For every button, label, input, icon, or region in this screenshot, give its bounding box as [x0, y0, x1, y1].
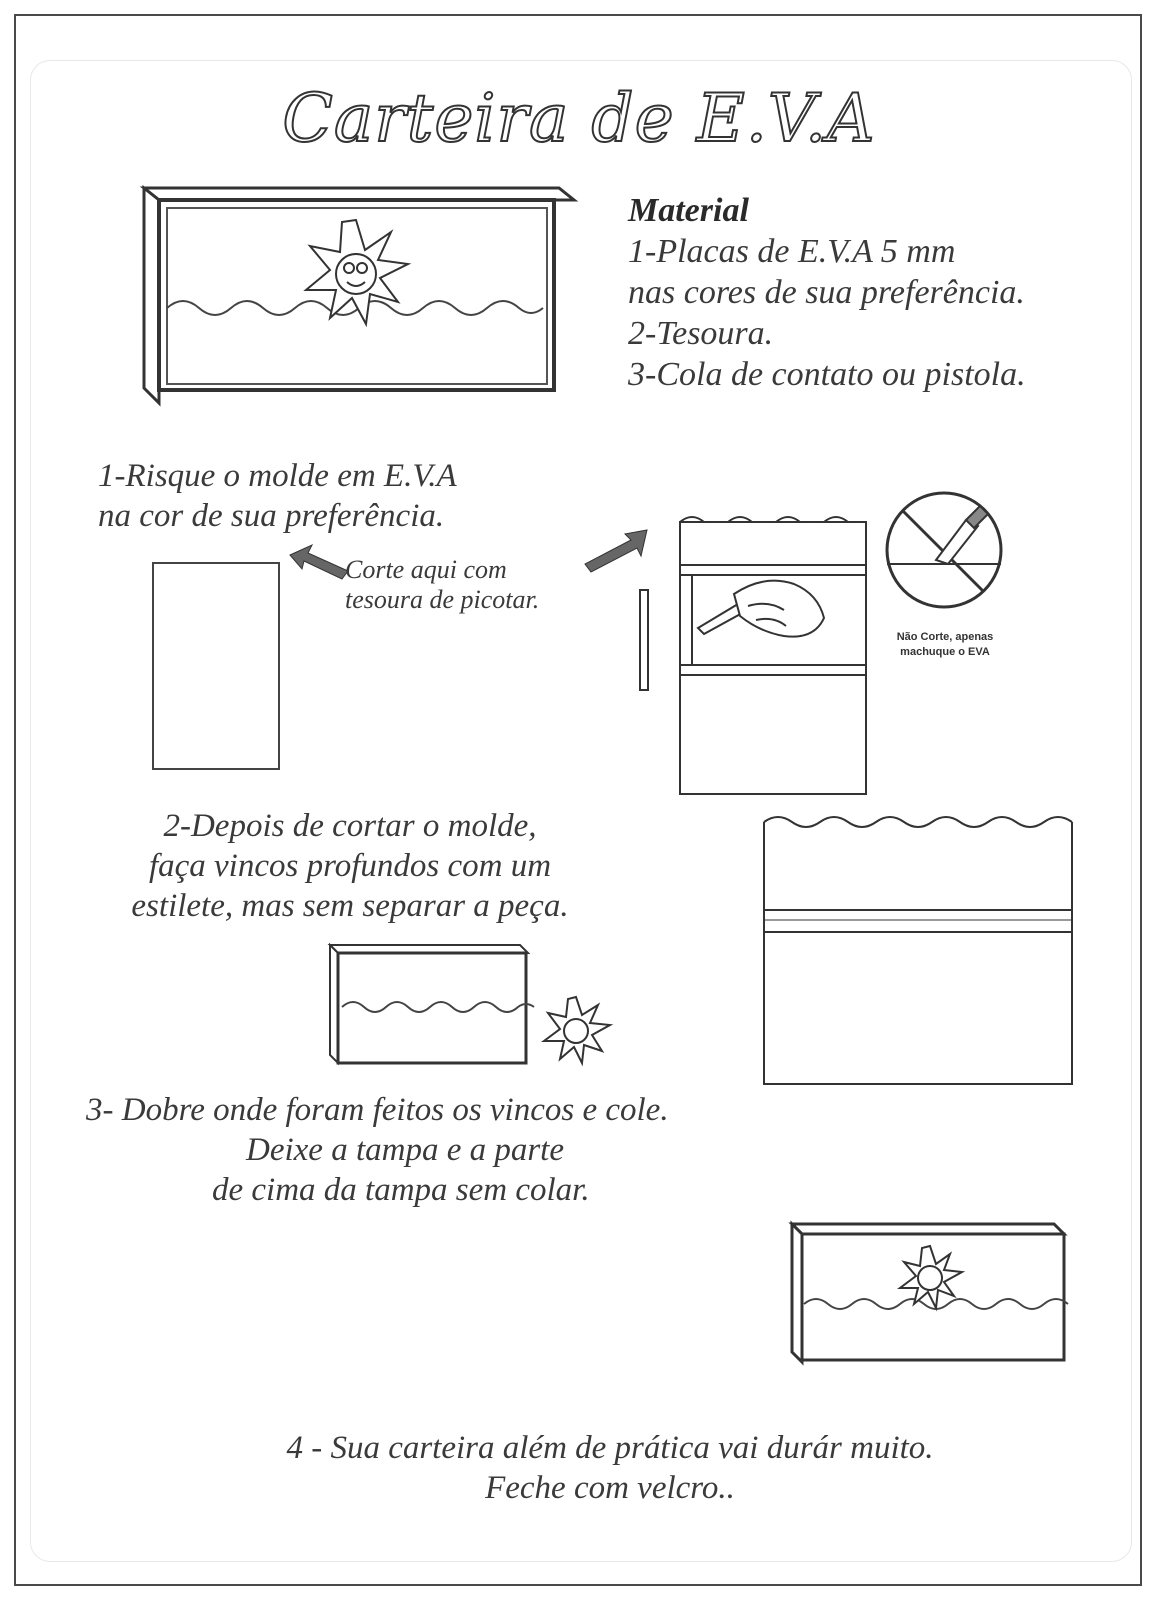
wallet-illustration-icon — [144, 188, 574, 403]
step-1 — [98, 456, 457, 536]
step-4-line: 4 - Sua carteira além de prática vai durár muito. — [286, 1430, 934, 1466]
step-2 — [90, 806, 610, 926]
step-1-line: 1-Risque o molde em E.V.A — [98, 458, 457, 494]
step-3 — [86, 1090, 786, 1210]
material-line: 1-Placas de E.V.A 5 mm — [628, 233, 956, 270]
step-1-line: na cor de sua preferência. — [98, 498, 445, 534]
folded-wallet-icon — [762, 812, 1080, 1087]
cut-note-line: Corte aqui com — [345, 555, 507, 584]
material-line: 3-Cola de contato ou pistola. — [628, 356, 1026, 393]
pattern-rectangle — [152, 562, 282, 772]
step-3-line: Deixe a tampa e a parte — [246, 1132, 564, 1168]
page-title: Carteira de E.V.A — [282, 80, 876, 157]
knife-hand-icon — [636, 510, 876, 795]
cut-note — [345, 555, 539, 615]
warning-note-line: machuque o EVA — [900, 646, 990, 658]
small-wallet-icon — [330, 945, 610, 1070]
finished-wallet-icon — [792, 1224, 1072, 1364]
step-2-line: faça vincos profundos com um — [148, 848, 552, 884]
step-3-line: 3- Dobre onde foram feitos os vincos e cole. — [86, 1092, 669, 1128]
arrow-icon — [290, 545, 350, 585]
step-3-line: de cima da tampa sem colar. — [212, 1172, 590, 1208]
step-2-line: estilete, mas sem separar a peça. — [131, 888, 569, 924]
no-cut-icon — [884, 492, 1014, 622]
step-2-line: 2-Depois de cortar o molde, — [163, 808, 537, 844]
cut-note-line: tesoura de picotar. — [345, 585, 540, 614]
step-4-line: Feche com velcro.. — [485, 1470, 735, 1506]
material-line: nas cores de sua preferência. — [628, 274, 1025, 311]
material-line: 2-Tesoura. — [628, 315, 774, 352]
warning-note-line: Não Corte, apenas — [896, 631, 994, 643]
warning-note — [880, 630, 1010, 660]
material-list — [628, 190, 1026, 395]
material-heading: Material — [628, 192, 749, 229]
step-4 — [200, 1428, 1020, 1508]
sun-icon — [544, 997, 610, 1063]
